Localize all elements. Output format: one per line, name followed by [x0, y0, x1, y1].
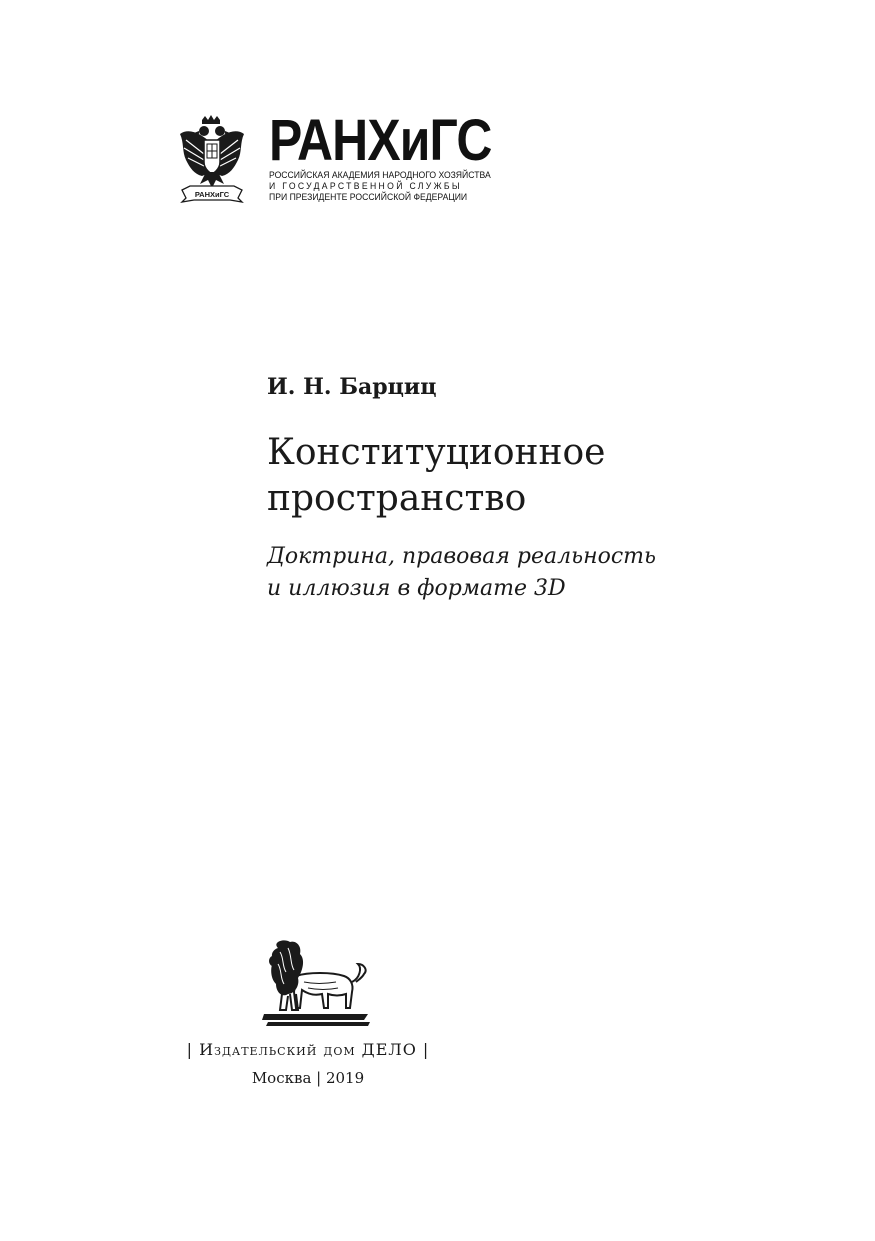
publisher-name: | Издательский дом ДЕЛО |: [186, 1040, 430, 1059]
ranepa-full-name-line-1: РОССИЙСКАЯ АКАДЕМИЯ НАРОДНОГО ХОЗЯЙСТВА: [269, 170, 491, 181]
book-subtitle: [267, 541, 656, 605]
ranepa-acronym: РАНХиГС: [269, 108, 492, 173]
book-title: [267, 430, 605, 522]
ranepa-logo: [178, 108, 492, 207]
ranepa-wordmark: [269, 108, 492, 203]
ranepa-full-name-line-2: И ГОСУДАРСТВЕННОЙ СЛУЖБЫ: [269, 181, 462, 192]
emblem-ribbon-text: РАНХиГС: [194, 190, 230, 199]
book-title-line-2: пространство: [267, 478, 527, 519]
book-subtitle-line-1: Доктрина, правовая реальность: [267, 544, 656, 569]
ranepa-full-name-line-3: ПРИ ПРЕЗИДЕНТЕ РОССИЙСКОЙ ФЕДЕРАЦИИ: [269, 192, 468, 203]
book-subtitle-line-2: и иллюзия в формате 3D: [267, 576, 566, 601]
publication-place-year: Москва | 2019: [251, 1069, 365, 1087]
book-title-line-1: Конституционное: [267, 432, 606, 473]
lion-icon: [258, 938, 374, 1030]
book-author: И. Н. Барциц: [267, 374, 437, 400]
double-headed-eagle-emblem-icon: [178, 114, 246, 204]
